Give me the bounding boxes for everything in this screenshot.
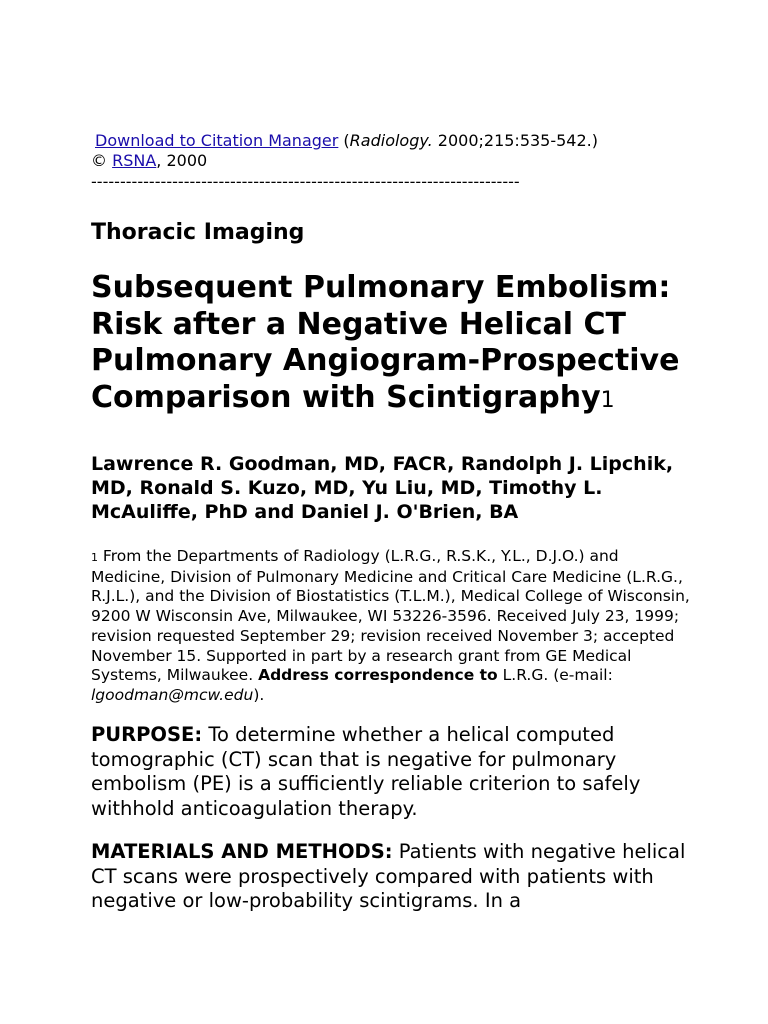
purpose-text: To determine whether a helical computed tomographic (CT) scan that is negative for pulmonary embolism (PE) is a sufficiently reliable criterion to safely withhold anticoagulation therapy.: [91, 723, 641, 820]
affiliation-footnote-mark: 1: [91, 551, 98, 564]
copyright-year: , 2000: [156, 151, 208, 170]
journal-name: Radiology.: [349, 131, 433, 150]
abstract-methods: [91, 840, 691, 914]
correspondence-email: lgoodman@mcw.edu: [91, 685, 254, 704]
purpose-label: PURPOSE:: [91, 723, 203, 746]
correspondence-text: L.R.G. (e-mail:: [497, 666, 613, 685]
citation-line: [91, 131, 598, 171]
correspondence-label: Address correspondence to: [258, 666, 498, 685]
article-title: [91, 270, 691, 419]
methods-label: MATERIALS AND METHODS:: [91, 840, 393, 863]
title-footnote-mark: 1: [600, 387, 615, 413]
section-heading: Thoracic Imaging: [91, 220, 305, 245]
dashed-divider: --------------------------------------------------------------------------: [91, 172, 520, 191]
download-citation-link[interactable]: Download to Citation Manager: [95, 131, 339, 150]
affiliation-text: From the Departments of Radiology (L.R.G., R.S.K., Y.L., D.J.O.) and Medicine, Division of Pulmonary Medicine and Critical Care Medicine (L.R.G., R.J.L.), and the Division of Biostatistics (T.L.M.), Medical College of Wisconsin, 9200 W Wisconsin Ave, Milwaukee, WI 53226-3596. Received July 23, 1999; revision requested September 29; revision received November 3; accepted November 15. Supported in part by a research grant from GE Medical Systems, Milwaukee.: [91, 547, 690, 685]
abstract-purpose: [91, 723, 691, 821]
citation-reference: 2000;215:535-542.): [432, 131, 598, 150]
citation-open-paren: (: [343, 131, 350, 150]
copyright-symbol: ©: [91, 151, 113, 170]
affiliation-note: [91, 547, 691, 706]
methods-text: Patients with negative helical CT scans were prospectively compared with patients with negative or low-probability scintigrams. In a: [91, 840, 686, 912]
author-list: Lawrence R. Goodman, MD, FACR, Randolph J. Lipchik, MD, Ronald S. Kuzo, MD, Yu Liu, MD, Timothy L. McAuliffe, PhD and Daniel J. O'Brien, BA: [91, 453, 674, 523]
correspondence-closing: ).: [253, 685, 265, 704]
rsna-link[interactable]: RSNA: [112, 151, 157, 170]
article-title-text: Subsequent Pulmonary Embolism: Risk after a Negative Helical CT Pulmonary Angiogram-Prospective Comparison with Scintigraphy: [91, 270, 680, 415]
